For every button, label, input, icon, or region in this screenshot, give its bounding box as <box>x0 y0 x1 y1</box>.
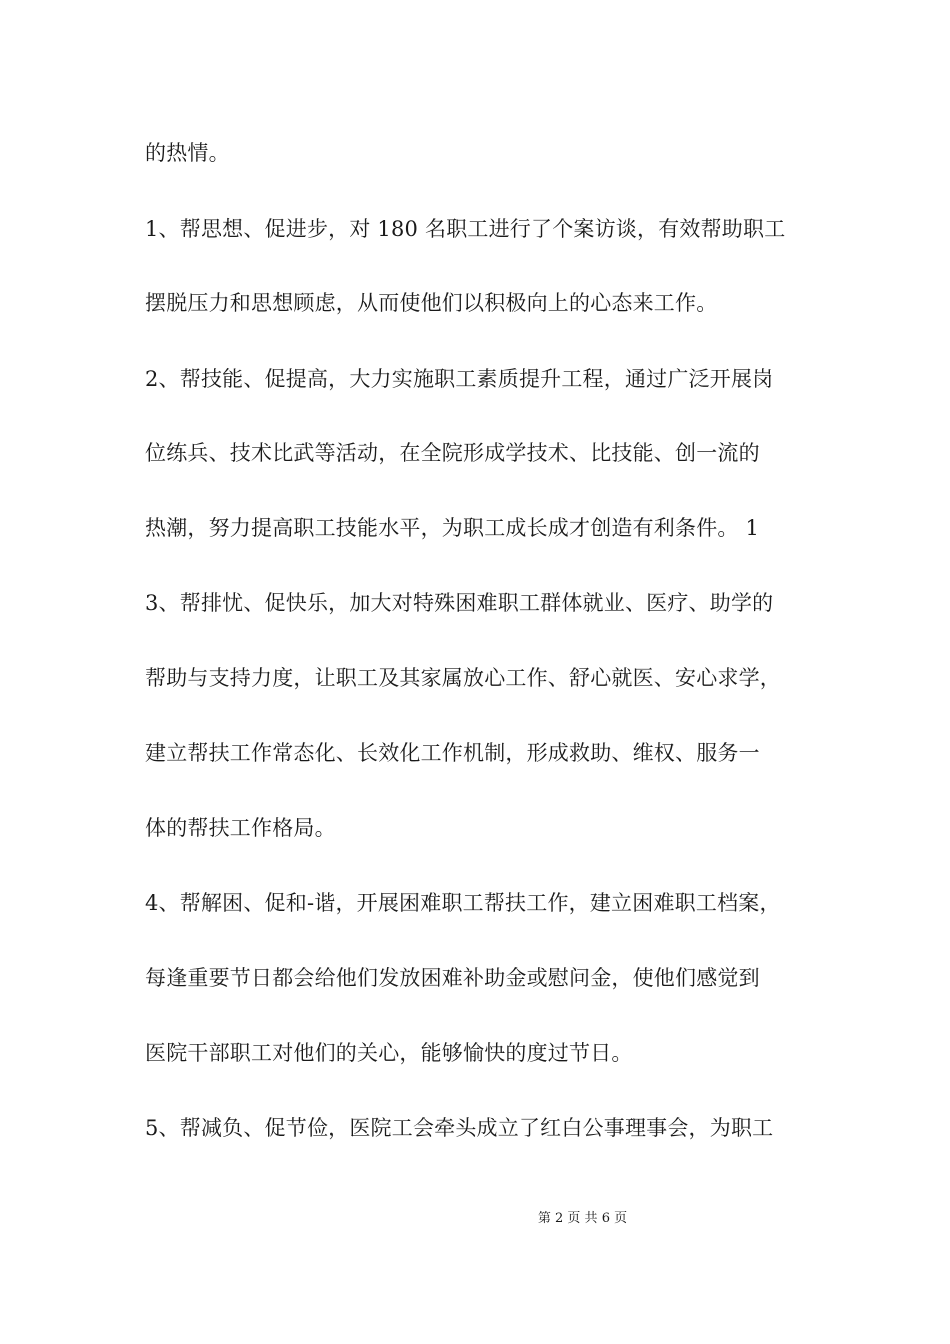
paragraph-line: 5、帮减负、促节俭，医院工会牵头成立了红白公事理事会，为职工 <box>145 1116 774 1140</box>
paragraph-line: 热潮，努力提高职工技能水平，为职工成长成才创造有利条件。 1 <box>145 516 760 540</box>
paragraph-line: 摆脱压力和思想顾虑，从而使他们以积极向上的心态来工作。 <box>145 291 718 315</box>
paragraph-line: 的热情。 <box>145 141 230 165</box>
paragraph-line: 1、帮思想、促进步，对 180 名职工进行了个案访谈，有效帮助职工 <box>145 217 786 241</box>
paragraph-line: 帮助与支持力度，让职工及其家属放心工作、舒心就医、安心求学， <box>145 666 781 690</box>
paragraph-line: 医院干部职工对他们的关心，能够愉快的度过节日。 <box>145 1041 633 1065</box>
paragraph-line: 位练兵、技术比武等活动，在全院形成学技术、比技能、创一流的 <box>145 441 760 465</box>
paragraph-line: 建立帮扶工作常态化、长效化工作机制，形成救助、维权、服务一 <box>145 741 760 765</box>
paragraph-line: 体的帮扶工作格局。 <box>145 816 336 840</box>
paragraph-line: 4、帮解困、促和-谐，开展困难职工帮扶工作，建立困难职工档案， <box>145 891 781 915</box>
paragraph-line: 3、帮排忧、促快乐，加大对特殊困难职工群体就业、医疗、助学的 <box>145 591 774 615</box>
paragraph-line: 每逢重要节日都会给他们发放困难补助金或慰问金，使他们感觉到 <box>145 966 760 990</box>
page-footer: 第 2 页 共 6 页 <box>537 1211 628 1226</box>
paragraph-line: 2、帮技能、促提高，大力实施职工素质提升工程，通过广泛开展岗 <box>145 367 774 391</box>
